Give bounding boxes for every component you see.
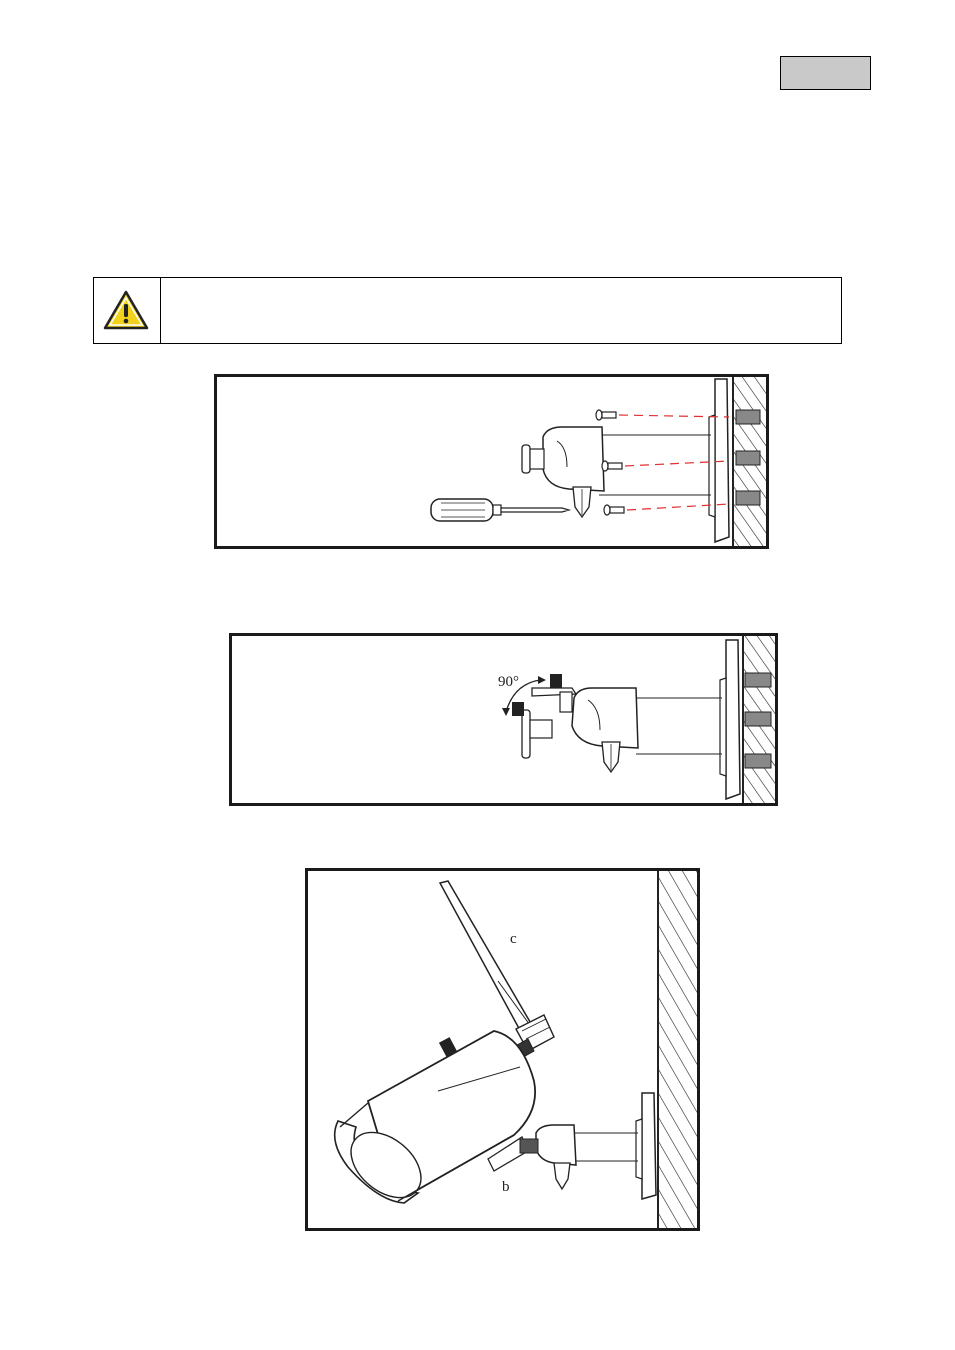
language-tab <box>780 56 871 90</box>
warning-notice <box>93 277 842 344</box>
figure-camera-mounted <box>305 868 700 1231</box>
illustration-bracket-screws <box>217 377 766 546</box>
warning-icon-cell <box>94 278 161 343</box>
figure-mount-bracket <box>214 374 769 549</box>
figure-rotate-bracket <box>229 633 778 806</box>
label-b: b <box>502 1179 510 1195</box>
illustration-bracket-rotation <box>232 636 775 803</box>
illustration-camera-on-wall <box>308 871 697 1228</box>
rotation-angle-label: 90° <box>498 674 519 690</box>
warning-icon <box>103 290 149 330</box>
label-c: c <box>510 931 517 947</box>
